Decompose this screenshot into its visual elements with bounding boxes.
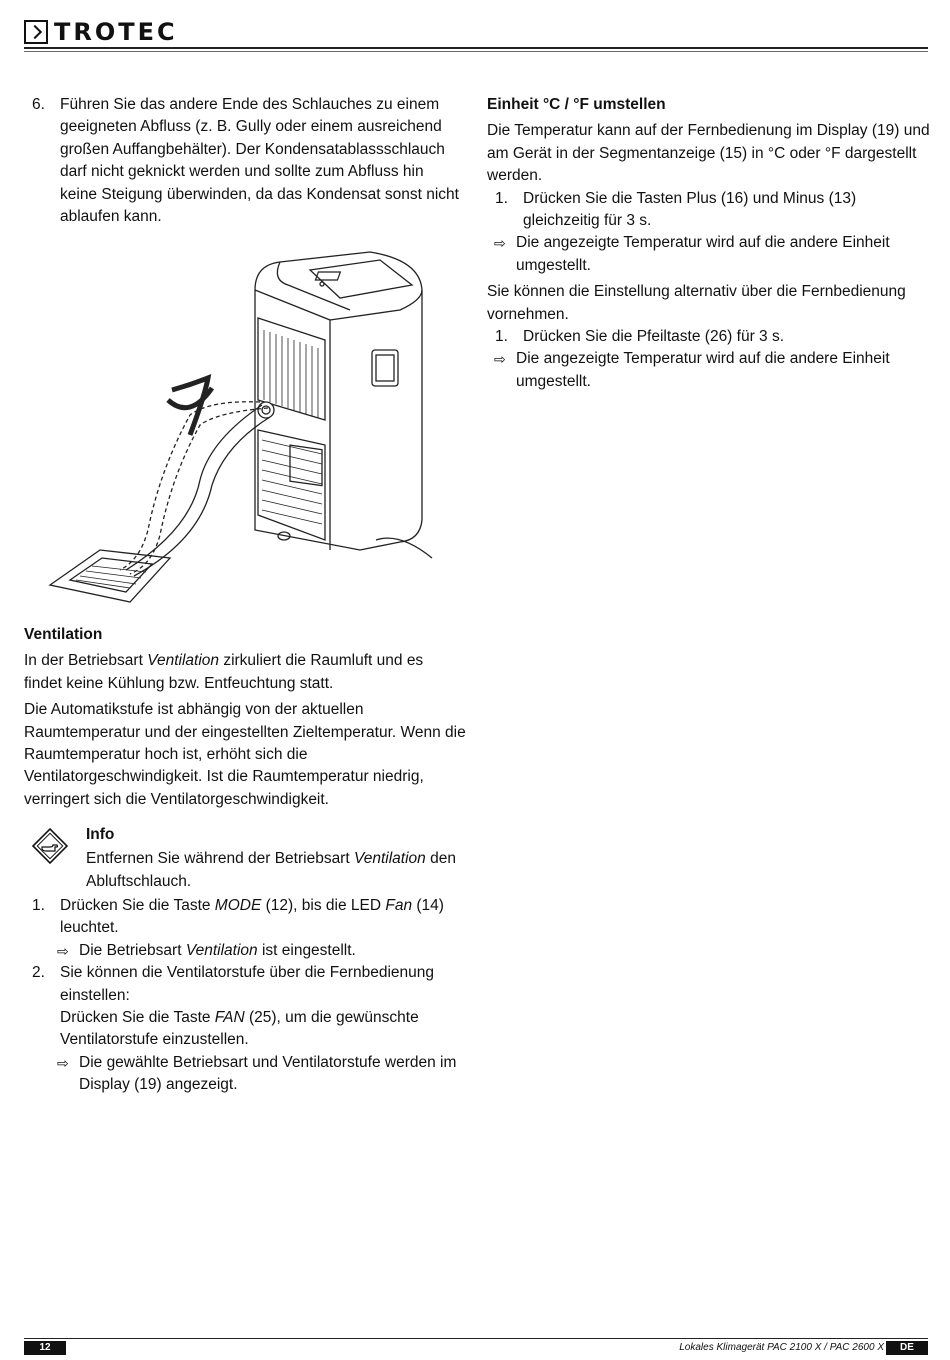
text-line: Drücken Sie die Tasten Plus (16) und Minus (13) (523, 189, 857, 207)
text-line: werden. (487, 167, 543, 185)
result-item (487, 232, 932, 277)
step-item (24, 895, 469, 940)
text-line: Raumtemperatur hoch ist, erhöht sich die (24, 746, 308, 764)
unit-switch-section (487, 94, 932, 393)
header-rule (24, 47, 928, 49)
text-line: keine Steigung überwinden, da das Kondensat sonst nicht (60, 185, 459, 203)
result-item (487, 348, 932, 393)
text-line: Ventilatorstufe einzustellen. (60, 1031, 249, 1049)
text-line: gleichzeitig für 3 s. (523, 212, 652, 230)
text-line: Raumtemperatur und der eingestellten Zieltemperatur. Wenn die (24, 723, 466, 741)
air-conditioner-drain-illustration (40, 240, 440, 610)
step-number: 6. (32, 96, 45, 113)
chevron-right-icon (24, 20, 48, 44)
text-line: einstellen: (60, 986, 130, 1004)
step-6 (24, 94, 469, 228)
page-header (24, 16, 928, 50)
trotec-logo (24, 18, 178, 46)
info-box (86, 824, 466, 893)
text-line: Ventilatorgeschwindigkeit. Ist die Raumtemperatur niedrig, (24, 768, 424, 786)
text-line: großen Auffangbehälter). Der Kondensatablassschlauch (60, 140, 445, 158)
text-line: Die Automatikstufe ist abhängig von der aktuellen (24, 701, 364, 719)
result-arrow-icon: ⇨ (57, 1054, 69, 1071)
result-arrow-icon: ⇨ (494, 235, 506, 252)
step-item (487, 188, 932, 233)
brand-name: TROTEC (54, 18, 178, 46)
text-line: findet keine Kühlung bzw. Entfeuchtung statt. (24, 674, 334, 692)
header-rule-thin (24, 51, 928, 52)
text-line: Die gewählte Betriebsart und Ventilatorstufe werden im (79, 1053, 457, 1071)
text-line: Drücken Sie die Taste MODE (12), bis die LED Fan (14) (60, 897, 444, 914)
document-title: Lokales Klimagerät PAC 2100 X / PAC 2600 X (679, 1342, 884, 1353)
result-item (50, 1052, 469, 1097)
step-number: 1. (495, 189, 508, 207)
page-number: 12 (24, 1341, 66, 1355)
text-line: darf nicht geknickt werden und sollte zum Abfluss hin (60, 163, 424, 181)
text-line: ablaufen kann. (60, 208, 162, 226)
step-item (24, 962, 469, 1052)
text-line: Drücken Sie die Taste FAN (25), um die gewünschte (60, 1009, 419, 1027)
text-line: umgestellt. (516, 372, 591, 390)
result-item (50, 940, 469, 962)
ventilation-steps (24, 895, 469, 1097)
hand-pointer-info-icon (30, 826, 70, 866)
step-number: 1. (495, 328, 508, 346)
step-number: 2. (32, 964, 45, 982)
text-line: Die angezeigte Temperatur wird auf die andere Einheit (516, 350, 890, 368)
text-line: Entfernen Sie während der Betriebsart Ventilation den (86, 850, 456, 868)
text-line: verringert sich die Ventilatorgeschwindigkeit. (24, 790, 329, 808)
result-arrow-icon: ⇨ (57, 942, 69, 959)
step-item (487, 326, 932, 348)
step-number: 1. (32, 897, 45, 914)
text-line: leuchtet. (60, 919, 119, 937)
language-code: DE (886, 1341, 928, 1355)
page-footer (24, 1338, 928, 1355)
text-line: Die Betriebsart Ventilation ist eingestellt. (79, 941, 356, 959)
text-line: Sie können die Ventilatorstufe über die Fernbedienung (60, 964, 434, 982)
text-line: Führen Sie das andere Ende des Schlauches zu einem (60, 96, 440, 113)
text-line: vornehmen. (487, 305, 569, 323)
text-line: umgestellt. (516, 256, 591, 274)
text-line: Die angezeigte Temperatur wird auf die andere Einheit (516, 234, 890, 252)
text-line: am Gerät in der Segmentanzeige (15) in °C oder °F dargestellt (487, 144, 917, 162)
ventilation-section (24, 624, 469, 811)
text-line: geeigneten Abfluss (z. B. Gully oder einem ausreichend (60, 118, 442, 136)
section-heading: Einheit °C / °F umstellen (487, 96, 666, 113)
text-line: Abluftschlauch. (86, 872, 192, 890)
section-heading: Ventilation (24, 626, 103, 643)
result-arrow-icon: ⇨ (494, 351, 506, 368)
text-line: Sie können die Einstellung alternativ über die Fernbedienung (487, 283, 906, 301)
text-line: In der Betriebsart Ventilation zirkuliert die Raumluft und es (24, 652, 424, 670)
info-title: Info (86, 826, 115, 843)
text-line: Drücken Sie die Pfeiltaste (26) für 3 s. (523, 328, 785, 346)
text-line: Display (19) angezeigt. (79, 1076, 238, 1094)
text-line: Die Temperatur kann auf der Fernbedienung im Display (19) und (487, 122, 930, 140)
